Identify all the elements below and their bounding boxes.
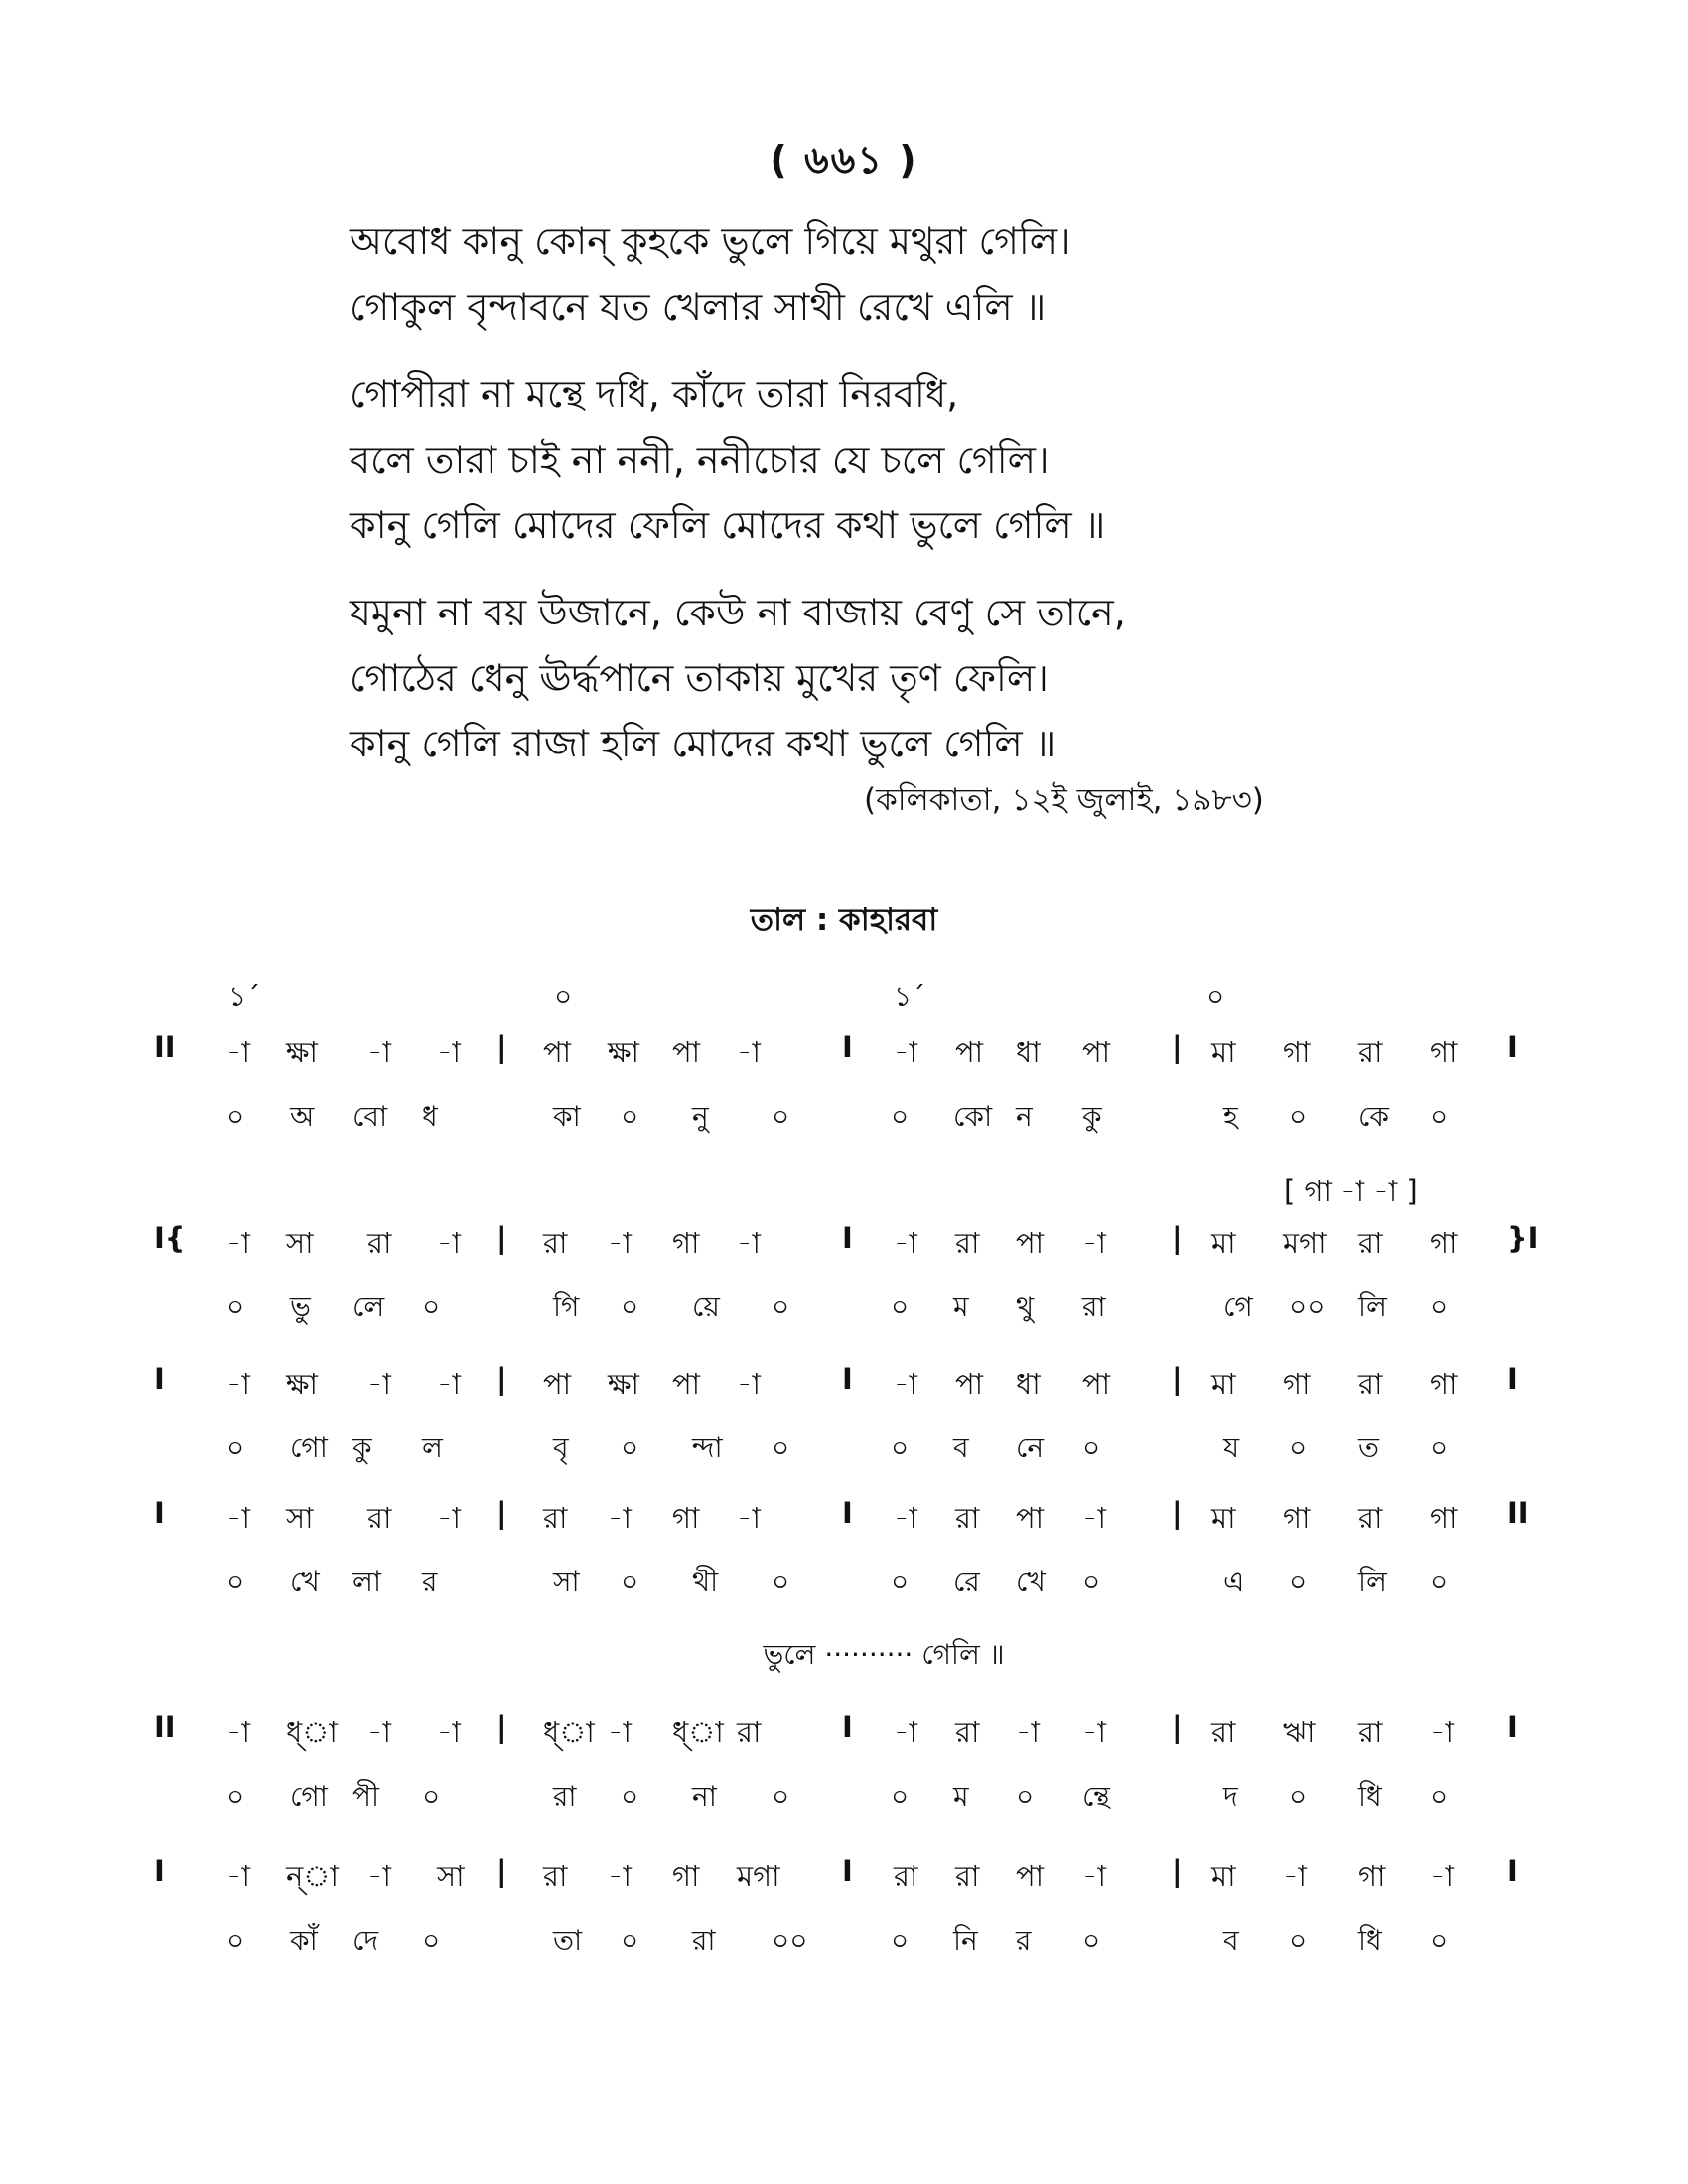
- lyric-row: [0, 1561, 1688, 1610]
- swara: -া: [226, 1226, 250, 1260]
- bar-line: II: [154, 1710, 176, 1744]
- swara: পা: [1016, 1226, 1045, 1260]
- swara: গা: [672, 1859, 700, 1893]
- swara: গা: [1430, 1501, 1458, 1535]
- lyric-syllable: ০: [1430, 1780, 1449, 1813]
- swara: ন্া: [286, 1859, 339, 1893]
- beat-marks: [0, 975, 1688, 1015]
- swara: পা: [955, 1367, 984, 1401]
- swara: -া: [1082, 1715, 1106, 1749]
- swara: পা: [1016, 1501, 1045, 1535]
- lyric-syllable: ০০: [772, 1924, 808, 1957]
- swara: সা: [286, 1501, 314, 1535]
- lyric-syllable: ০: [772, 1291, 790, 1323]
- lyric-syllable: ব: [1223, 1924, 1239, 1957]
- lyric-syllable: ০: [1430, 1291, 1449, 1323]
- lyric-syllable: রে: [953, 1566, 980, 1598]
- swara: রা: [367, 1501, 392, 1535]
- lyric-syllable: ০: [772, 1566, 790, 1598]
- lyric-syllable: ০: [422, 1291, 441, 1323]
- lyric-syllable: ন্থে: [1082, 1780, 1110, 1813]
- lyric-syllable: ০: [422, 1924, 441, 1957]
- poem-line: যমুনা না বয় উজানে, কেউ না বাজায় বেণু সে তানে,: [350, 591, 1126, 634]
- lyric-syllable: এ: [1223, 1566, 1245, 1598]
- lyric-syllable: থী: [692, 1566, 719, 1598]
- lyric-syllable: ন: [1016, 1100, 1033, 1133]
- lyric-syllable: গে: [1223, 1291, 1253, 1323]
- lyric-syllable: নে: [1016, 1432, 1045, 1464]
- poem-line: কানু গেলি মোদের ফেলি মোদের কথা ভুলে গেলি ॥: [350, 503, 1106, 547]
- swara: -া: [894, 1501, 917, 1535]
- lyric-syllable: গো: [290, 1432, 328, 1464]
- lyric-syllable: কো: [953, 1100, 993, 1133]
- lyric-syllable: ০: [891, 1566, 910, 1598]
- swara: গা: [1430, 1367, 1458, 1401]
- bar-line: |: [496, 1854, 507, 1888]
- lyric-syllable: ০: [1082, 1566, 1101, 1598]
- bar-line: |: [496, 1710, 507, 1744]
- swara: মা: [1211, 1367, 1236, 1401]
- swara: সা: [286, 1226, 314, 1260]
- lyric-syllable: ০: [1430, 1566, 1449, 1598]
- bar-line: |: [1172, 1710, 1183, 1744]
- lyric-syllable: অ: [290, 1100, 315, 1133]
- swara: রা: [1358, 1226, 1383, 1260]
- swara: -া: [737, 1035, 761, 1069]
- poem-line: গোপীরা না মন্থে দধি, কাঁদে তারা নিরবধি,: [350, 372, 959, 416]
- swara: গা: [672, 1501, 700, 1535]
- bar-line: I: [1507, 1362, 1518, 1396]
- swara: পা: [955, 1035, 984, 1069]
- swara: রা: [894, 1859, 918, 1893]
- swara: ক্ষা: [286, 1367, 318, 1401]
- lyric-syllable: ০: [621, 1780, 639, 1813]
- swara: পা: [1082, 1035, 1111, 1069]
- lyric-syllable: ০: [621, 1291, 639, 1323]
- lyric-syllable: থু: [1016, 1291, 1035, 1323]
- swara: -া: [737, 1501, 761, 1535]
- lyric-syllable: কে: [1358, 1100, 1389, 1133]
- swara: গা: [1358, 1859, 1386, 1893]
- lyric-syllable: ০: [226, 1780, 245, 1813]
- bar-line: I: [1507, 1030, 1518, 1064]
- lyric-syllable: কু: [352, 1432, 372, 1464]
- lyric-syllable: ম: [953, 1291, 969, 1323]
- lyric-syllable: কু: [1082, 1100, 1102, 1133]
- lyric-syllable: নু: [692, 1100, 709, 1133]
- swara: রা: [1358, 1501, 1383, 1535]
- lyric-syllable: লে: [352, 1291, 385, 1323]
- lyric-syllable: ০: [1430, 1100, 1449, 1133]
- beat-mark: ১´: [228, 980, 261, 1013]
- bar-line: I: [154, 1496, 165, 1530]
- refrain-note: ভুলে ·········· গেলি ॥: [763, 1638, 1005, 1671]
- swara: -া: [367, 1035, 391, 1069]
- swara: রা: [955, 1501, 980, 1535]
- swara: -া: [608, 1859, 632, 1893]
- lyric-syllable: পী: [352, 1780, 380, 1813]
- lyric-syllable: ভু: [290, 1291, 311, 1323]
- bar-line: |: [496, 1030, 507, 1064]
- bar-line: |: [1172, 1030, 1183, 1064]
- lyric-syllable: লি: [1358, 1566, 1387, 1598]
- bar-line: |: [1172, 1496, 1183, 1530]
- bar-line: I: [1507, 1854, 1518, 1888]
- lyric-syllable: বো: [352, 1100, 388, 1133]
- swara: রা: [1358, 1035, 1383, 1069]
- lyric-syllable: ত: [1358, 1432, 1380, 1464]
- lyric-syllable: ল: [422, 1432, 443, 1464]
- lyric-syllable: র: [1016, 1924, 1032, 1957]
- swara: -া: [894, 1367, 917, 1401]
- lyric-syllable: ০: [1082, 1432, 1101, 1464]
- bar-line: }I: [1507, 1221, 1539, 1255]
- poem-line: বলে তারা চাই না ননী, ননীচোর যে চলে গেলি।: [350, 438, 1050, 481]
- lyric-row: [0, 1427, 1688, 1476]
- swara: -া: [226, 1715, 250, 1749]
- swara: পা: [672, 1367, 701, 1401]
- poem-line: অবোধ কানু কোন্ কুহকে ভুলে গিয়ে মথুরা গেলি।: [350, 219, 1071, 263]
- swara: -া: [894, 1035, 917, 1069]
- lyric-row: [0, 1095, 1688, 1145]
- lyric-syllable: ধি: [1358, 1924, 1382, 1957]
- bar-line: I: [842, 1030, 853, 1064]
- bar-line: |: [1172, 1221, 1183, 1255]
- lyric-syllable: ০: [226, 1100, 245, 1133]
- lyric-syllable: লা: [352, 1566, 381, 1598]
- lyric-syllable: ০: [1430, 1924, 1449, 1957]
- poem-line: গোঠের ধেনু ঊর্দ্ধপানে তাকায় মুখের তৃণ ফেলি।: [350, 656, 1049, 700]
- lyric-syllable: হ: [1223, 1100, 1238, 1133]
- lyric-syllable: ব: [953, 1432, 969, 1464]
- swara: রা: [955, 1715, 980, 1749]
- bar-line: I: [1507, 1710, 1518, 1744]
- bar-line: I: [842, 1221, 853, 1255]
- lyric-row: [0, 1919, 1688, 1969]
- lyric-syllable: ০: [772, 1780, 790, 1813]
- lyric-syllable: কা: [553, 1100, 581, 1133]
- lyric-syllable: কাঁ: [290, 1924, 318, 1957]
- swara: -া: [737, 1367, 761, 1401]
- lyric-syllable: র: [422, 1566, 438, 1598]
- lyric-syllable: লি: [1358, 1291, 1387, 1323]
- swara: মা: [1211, 1501, 1236, 1535]
- notation-row: [0, 1362, 1688, 1412]
- lyric-syllable: ০: [891, 1291, 910, 1323]
- swara: -া: [437, 1501, 461, 1535]
- lyric-syllable: সা: [553, 1566, 580, 1598]
- swara: ধ্া: [286, 1715, 338, 1749]
- lyric-syllable: ০: [891, 1780, 910, 1813]
- lyric-syllable: ০: [1289, 1780, 1308, 1813]
- swara: পা: [672, 1035, 701, 1069]
- swara: পা: [1016, 1859, 1045, 1893]
- bar-line: |: [1172, 1854, 1183, 1888]
- swara: পা: [543, 1367, 572, 1401]
- swara: -া: [894, 1715, 917, 1749]
- lyric-syllable: ০: [1289, 1566, 1308, 1598]
- lyric-syllable: নি: [953, 1924, 978, 1957]
- swara: মা: [1211, 1226, 1236, 1260]
- swara: -া: [437, 1367, 461, 1401]
- swara: রা: [737, 1715, 762, 1749]
- notation-row: [0, 1496, 1688, 1546]
- lyric-syllable: ন্দা: [692, 1432, 723, 1464]
- lyric-syllable: ০: [891, 1432, 910, 1464]
- swara: গা: [1283, 1501, 1311, 1535]
- lyric-syllable: দ: [1223, 1780, 1238, 1813]
- lyric-syllable: ০০: [1289, 1291, 1326, 1323]
- swara: ধ্া: [672, 1715, 724, 1749]
- poem-line: গোকুল বৃন্দাবনে যত খেলার সাথী রেখে এলি ॥: [350, 285, 1047, 329]
- lyric-syllable: য়ে: [692, 1291, 720, 1323]
- lyric-syllable: ০: [621, 1566, 639, 1598]
- swara: গা: [1283, 1035, 1311, 1069]
- lyric-syllable: ০: [1430, 1432, 1449, 1464]
- swara: ধা: [1016, 1035, 1041, 1069]
- bar-line: I: [154, 1362, 165, 1396]
- lyric-syllable: খে: [290, 1566, 320, 1598]
- swara: -া: [226, 1035, 250, 1069]
- bar-line: |: [496, 1362, 507, 1396]
- swara: রা: [1358, 1715, 1383, 1749]
- notation-row: [0, 1710, 1688, 1760]
- swara: গা: [672, 1226, 700, 1260]
- lyric-syllable: গো: [290, 1780, 328, 1813]
- lyric-syllable: ধি: [1358, 1780, 1382, 1813]
- lyric-syllable: রা: [692, 1924, 716, 1957]
- lyric-syllable: তা: [553, 1924, 583, 1957]
- swara: রা: [543, 1859, 568, 1893]
- swara: ঋা: [1283, 1715, 1316, 1749]
- swara: -া: [737, 1226, 761, 1260]
- lyric-syllable: না: [692, 1780, 717, 1813]
- swara: -া: [437, 1715, 461, 1749]
- lyric-syllable: ০: [1289, 1100, 1308, 1133]
- poem: [350, 208, 1342, 798]
- bar-line: |: [1172, 1362, 1183, 1396]
- swara: -া: [226, 1859, 250, 1893]
- lyric-syllable: ০: [621, 1924, 639, 1957]
- swara: রা: [367, 1226, 392, 1260]
- swara: রা: [955, 1226, 980, 1260]
- swara: পা: [543, 1035, 572, 1069]
- poem-stanza: [350, 208, 1342, 340]
- beat-mark: ০: [1206, 980, 1225, 1013]
- lyric-syllable: ০: [422, 1780, 441, 1813]
- swara: রা: [543, 1501, 568, 1535]
- swara: রা: [543, 1226, 568, 1260]
- lyric-syllable: ০: [226, 1924, 245, 1957]
- swara: রা: [1211, 1715, 1236, 1749]
- swara: -া: [367, 1859, 391, 1893]
- swara: -া: [608, 1226, 632, 1260]
- lyric-syllable: গি: [553, 1291, 580, 1323]
- lyric-syllable: খে: [1016, 1566, 1046, 1598]
- swara: -া: [1082, 1501, 1106, 1535]
- swara: -া: [226, 1501, 250, 1535]
- swara: -া: [367, 1715, 391, 1749]
- swara: মগা: [737, 1859, 780, 1893]
- bar-line: I: [842, 1496, 853, 1530]
- swara: -া: [1082, 1859, 1106, 1893]
- lyric-syllable: ০: [226, 1432, 245, 1464]
- taal-title: তাল : কাহারবা: [750, 902, 938, 938]
- swara: ক্ষা: [608, 1367, 639, 1401]
- lyric-syllable: ধ: [422, 1100, 438, 1133]
- lyric-syllable: ০: [772, 1100, 790, 1133]
- notation-row: [0, 1221, 1688, 1271]
- poem-line: কানু গেলি রাজা হলি মোদের কথা ভুলে গেলি ॥: [350, 722, 1056, 765]
- lyric-syllable: ০: [226, 1566, 245, 1598]
- lyric-syllable: ম: [953, 1780, 969, 1813]
- swara: সা: [437, 1859, 465, 1893]
- lyric-syllable: ০: [1289, 1924, 1308, 1957]
- swara: -া: [1082, 1226, 1106, 1260]
- dateline: (কলিকাতা, ১২ই জুলাই, ১৯৮৩): [864, 782, 1264, 818]
- lyric-syllable: য: [1223, 1432, 1240, 1464]
- lyric-row: [0, 1286, 1688, 1335]
- bar-line: I: [842, 1710, 853, 1744]
- bar-line: I: [842, 1362, 853, 1396]
- poem-stanza: [350, 361, 1342, 558]
- lyric-syllable: দে: [352, 1924, 379, 1957]
- bar-line: |: [496, 1221, 507, 1255]
- swara: মা: [1211, 1035, 1236, 1069]
- lyric-syllable: ০: [621, 1100, 639, 1133]
- notation-row: [0, 1030, 1688, 1080]
- lyric-syllable: ০: [891, 1924, 910, 1957]
- swara: -া: [608, 1715, 632, 1749]
- swara: মা: [1211, 1859, 1236, 1893]
- lyric-syllable: ০: [891, 1100, 910, 1133]
- variant-notation: [ গা -া -া ]: [1284, 1174, 1418, 1208]
- swara: -া: [608, 1501, 632, 1535]
- lyric-syllable: রা: [1082, 1291, 1106, 1323]
- swara: ধা: [1016, 1367, 1041, 1401]
- lyric-syllable: ০: [772, 1432, 790, 1464]
- lyric-syllable: বৃ: [553, 1432, 569, 1464]
- swara: -া: [1430, 1859, 1454, 1893]
- lyric-syllable: ০: [1082, 1924, 1101, 1957]
- swara: পা: [1082, 1367, 1111, 1401]
- swara: -া: [894, 1226, 917, 1260]
- swara: গা: [1430, 1035, 1458, 1069]
- bar-line: II: [1507, 1496, 1529, 1530]
- swara: ধ্া: [543, 1715, 595, 1749]
- lyric-syllable: ০: [226, 1291, 245, 1323]
- beat-mark: ১´: [894, 980, 926, 1013]
- page-number: ( ৬৬১ ): [770, 138, 918, 182]
- swara: গা: [1430, 1226, 1458, 1260]
- swara: ক্ষা: [286, 1035, 318, 1069]
- lyric-syllable: রা: [553, 1780, 577, 1813]
- swara: গা: [1283, 1367, 1311, 1401]
- swara: ক্ষা: [608, 1035, 639, 1069]
- swara: -া: [437, 1226, 461, 1260]
- swara: রা: [1358, 1367, 1383, 1401]
- swara: -া: [1016, 1715, 1040, 1749]
- bar-line: I: [154, 1854, 165, 1888]
- swara: -া: [1283, 1859, 1307, 1893]
- beat-mark: ০: [554, 980, 573, 1013]
- swara: -া: [367, 1367, 391, 1401]
- swara: -া: [437, 1035, 461, 1069]
- lyric-row: [0, 1775, 1688, 1825]
- poem-stanza: [350, 580, 1342, 776]
- lyric-syllable: ০: [621, 1432, 639, 1464]
- swara: -া: [226, 1367, 250, 1401]
- swara: রা: [955, 1859, 980, 1893]
- lyric-syllable: ০: [1289, 1432, 1308, 1464]
- swara: -া: [1430, 1715, 1454, 1749]
- notation-row: [0, 1854, 1688, 1904]
- bar-line: I{: [154, 1221, 186, 1255]
- bar-line: I: [842, 1854, 853, 1888]
- bar-line: |: [496, 1496, 507, 1530]
- lyric-syllable: ০: [1016, 1780, 1035, 1813]
- bar-line: II: [154, 1030, 176, 1064]
- swara: মগা: [1283, 1226, 1327, 1260]
